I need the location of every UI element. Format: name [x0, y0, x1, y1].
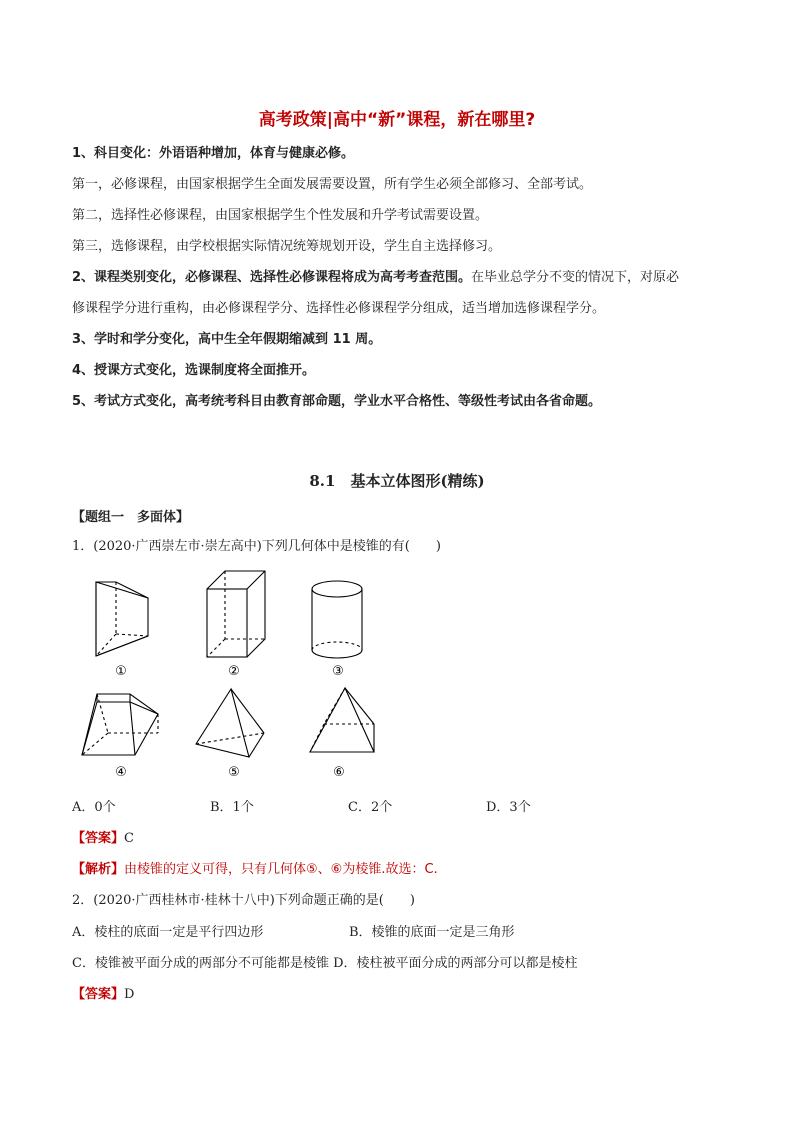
policy-item-3: 3、学时和学分变化，高中生全年假期缩减到 11 周。 — [72, 332, 382, 347]
policy-paragraph-1: 第一，必修课程，由国家根据学生全面发展需要设置，所有学生必须全部修习、全部考试。 — [72, 177, 593, 192]
question-1-answer — [72, 830, 134, 848]
analysis-text: 由棱锥的定义可得，只有几何体⑤、⑥为棱锥.故选：C. — [124, 862, 438, 877]
figure-label-2: ② — [228, 664, 240, 679]
answer-value: C — [124, 831, 134, 846]
question-group-heading: 【题组一 多面体】 — [72, 510, 190, 525]
question-1-stem: 1．(2020·广西崇左市·崇左高中)下列几何体中是棱锥的有( ) — [72, 539, 441, 554]
answer-label-2: 【答案】 — [72, 987, 125, 1002]
figure-4-solid — [82, 694, 158, 755]
question-1-option-b: B．1个 — [210, 800, 254, 815]
figure-5-solid — [196, 689, 264, 757]
answer-label: 【答案】 — [72, 831, 125, 846]
policy-item-4: 4、授课方式变化，选课制度将全面推开。 — [72, 363, 316, 378]
figure-label-3: ③ — [332, 664, 344, 679]
question-1-option-d: D．3个 — [486, 800, 531, 815]
section-title: 8.1 基本立体图形(精练) — [309, 472, 485, 490]
policy-item-2-text: 在毕业总学分不变的情况下，对原必 — [471, 270, 680, 285]
figure-3-solid — [312, 581, 362, 658]
policy-item-5: 5、考试方式变化，高考统考科目由教育部命题，学业水平合格性、等级性考试由各省命题。 — [72, 394, 602, 409]
question-2-option-b: B．棱锥的底面一定是三角形 — [349, 925, 515, 940]
policy-paragraph-3: 第三，选修课程，由学校根据实际情况统筹规划开设，学生自主选择修习。 — [72, 239, 502, 254]
figure-2-solid — [207, 571, 265, 657]
figure-label-4: ④ — [115, 765, 127, 780]
analysis-label: 【解析】 — [72, 862, 125, 877]
question-2-option-a: A．棱柱的底面一定是平行四边形 — [72, 925, 264, 940]
policy-item-2-heading: 2、课程类别变化，必修课程、选择性必修课程将成为高考考查范围。 — [72, 270, 472, 285]
question-2-options-cd: C．棱锥被平面分成的两部分不可能都是棱锥 D．棱柱被平面分成的两部分可以都是棱柱 — [72, 956, 578, 971]
figure-label-1: ① — [115, 664, 127, 679]
policy-item-1: 1、科目变化：外语语种增加，体育与健康必修。 — [72, 146, 355, 161]
answer-value-2: D — [124, 987, 135, 1002]
question-1-option-c: C．2个 — [348, 800, 393, 815]
policy-paragraph-2: 第二，选择性必修课程，由国家根据学生个性发展和升学考试需要设置。 — [72, 208, 489, 223]
policy-item-2-continued: 修课程学分进行重构，由必修课程学分、选择性必修课程学分组成，适当增加选修课程学分。 — [72, 301, 606, 316]
question-2-stem: 2．(2020·广西桂林市·桂林十八中)下列命题正确的是( ) — [72, 893, 415, 908]
figure-6-solid — [310, 688, 374, 752]
question-2-answer — [72, 986, 134, 1004]
question-1-analysis — [72, 861, 438, 879]
page-title: 高考政策|高中“新”课程，新在哪里? — [258, 110, 536, 130]
figure-1-solid — [96, 582, 148, 656]
figure-label-5: ⑤ — [228, 765, 240, 780]
figure-label-6: ⑥ — [333, 765, 345, 780]
question-1-option-a: A．0个 — [72, 800, 116, 815]
